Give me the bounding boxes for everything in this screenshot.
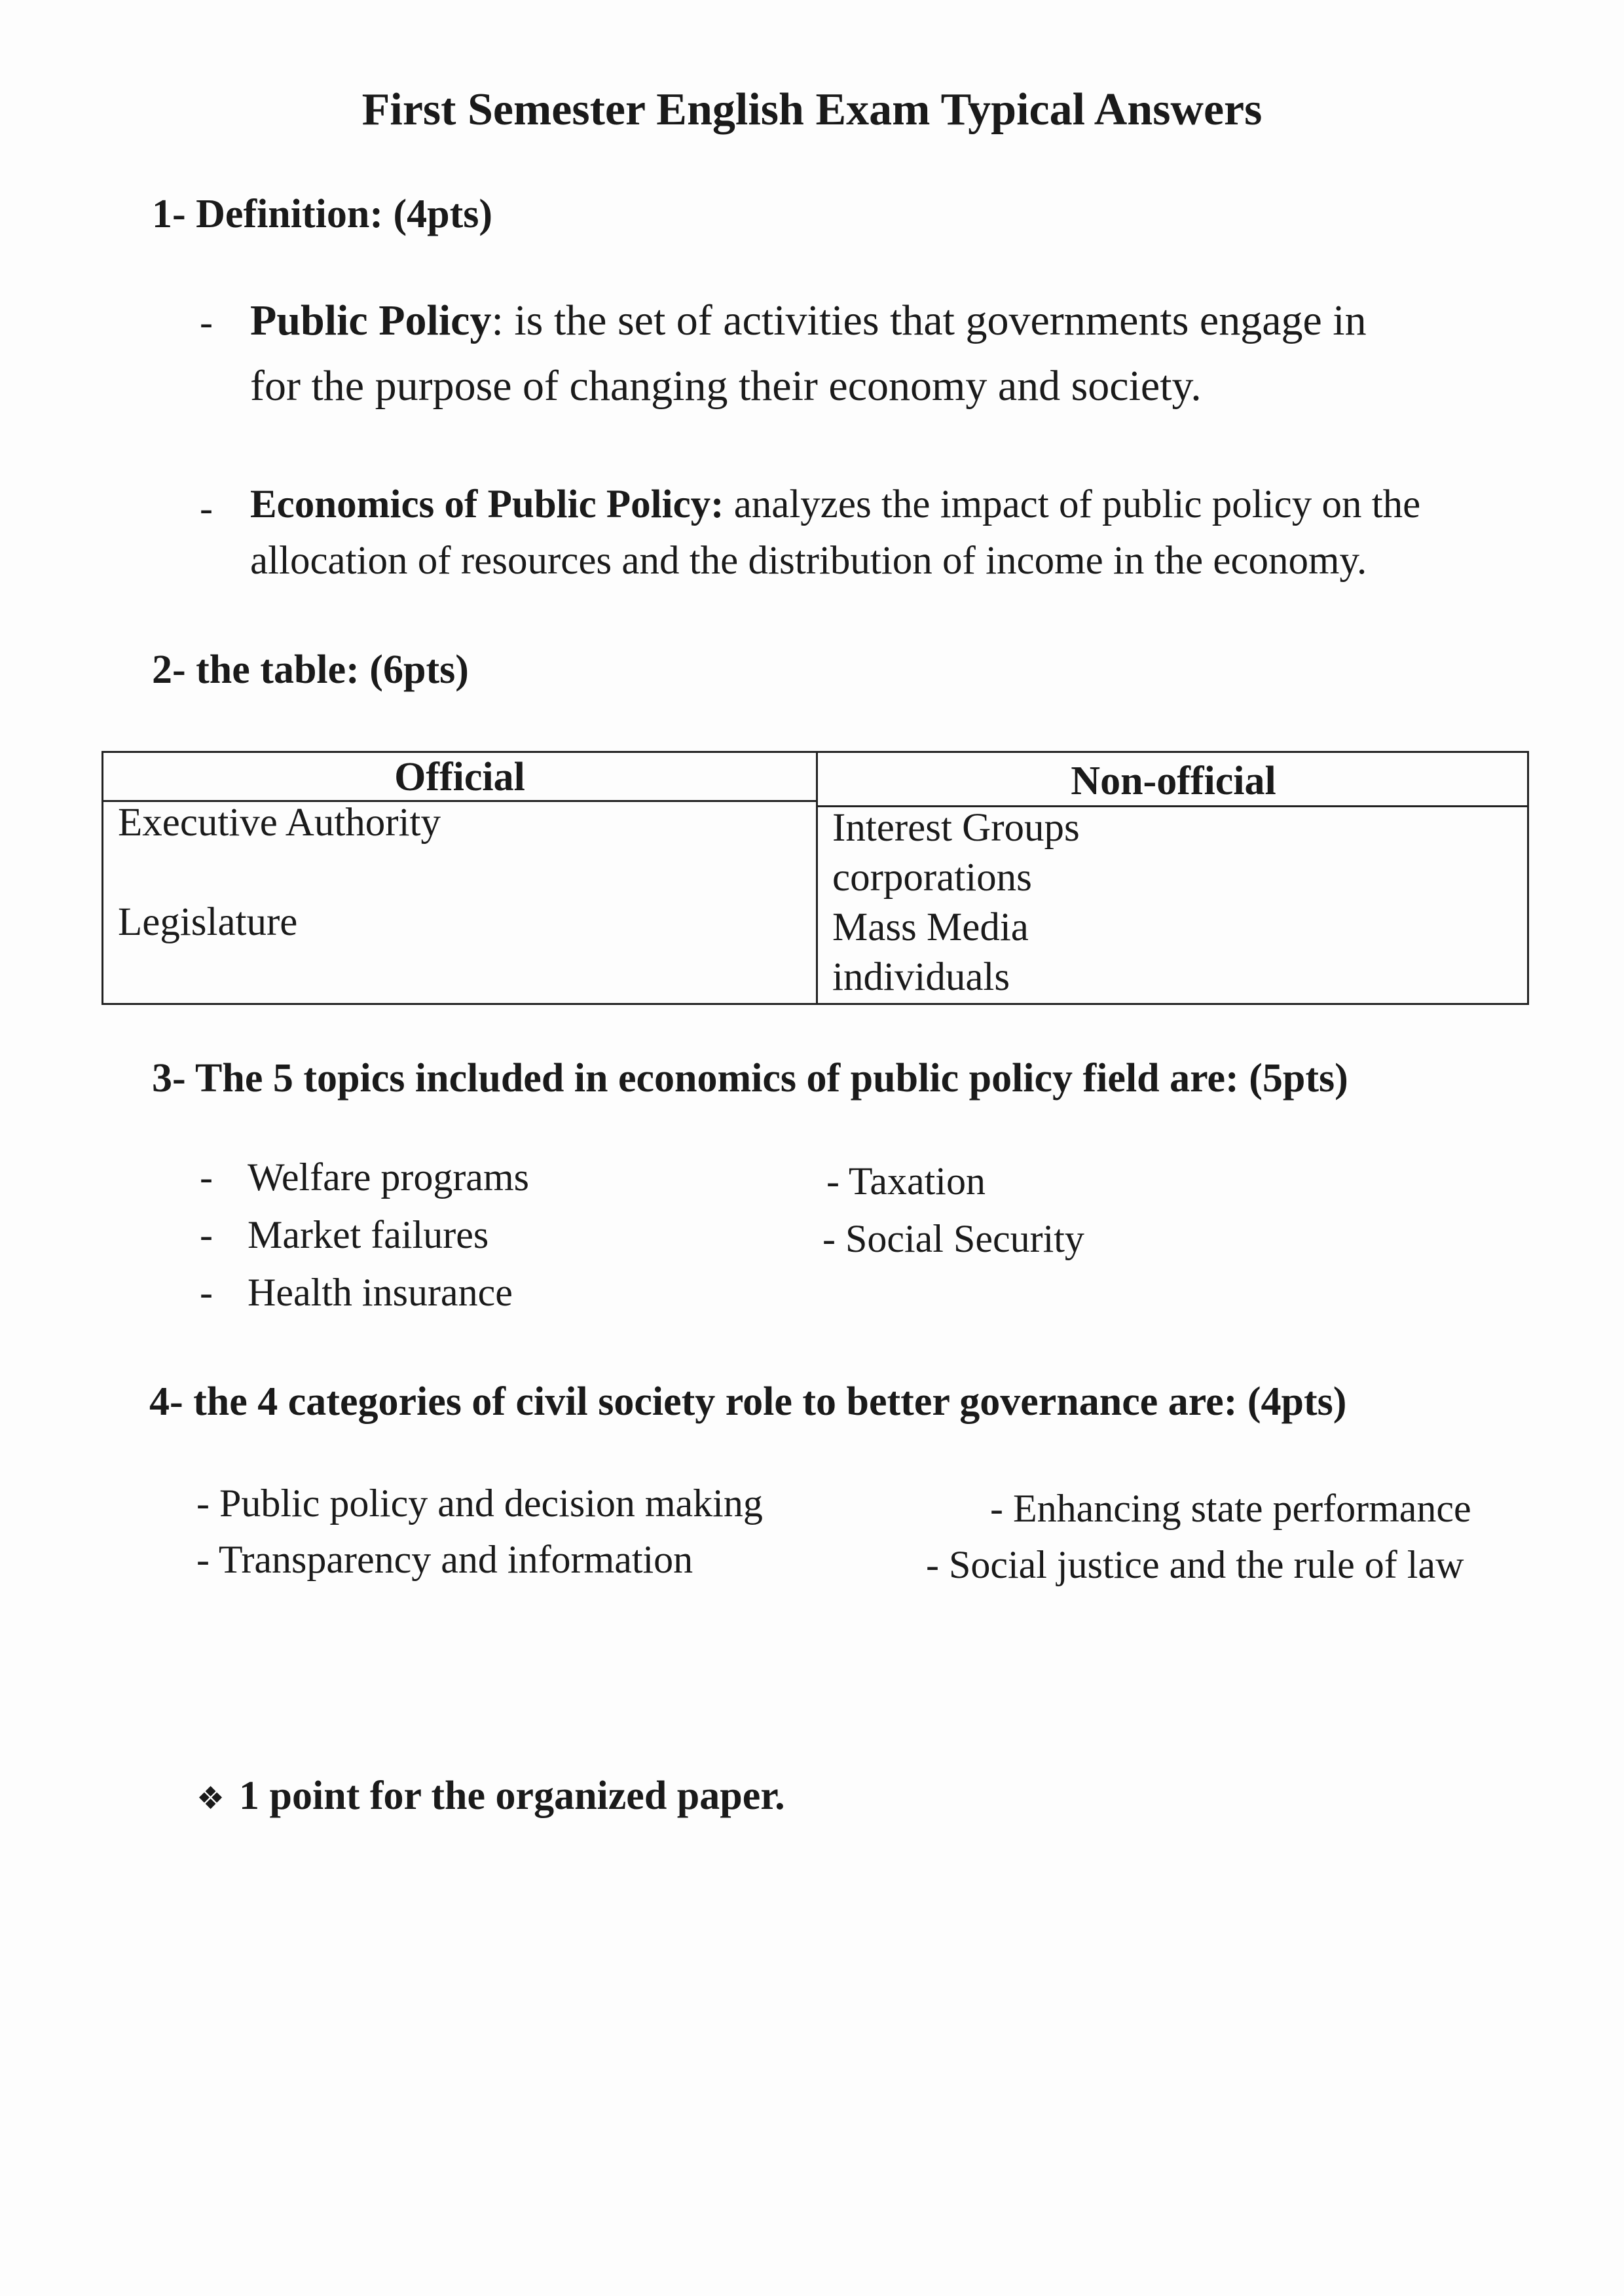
list-dash: -	[200, 1156, 213, 1199]
category-item: - Public policy and decision making	[196, 1482, 763, 1525]
definition-text: analyzes the impact of public policy on the	[724, 483, 1421, 526]
category-item: - Enhancing state performance	[990, 1487, 1471, 1530]
diamond-bullet-icon: ❖	[196, 1780, 225, 1817]
definition-term: Economics of Public Policy:	[250, 483, 724, 526]
table-cell-non-official: Interest Groups	[832, 806, 1080, 850]
list-dash: -	[200, 301, 213, 344]
topic-item: - Taxation	[826, 1159, 986, 1203]
table-header-non-official: Non-official	[1071, 759, 1276, 803]
definition-economics-line1	[250, 482, 1420, 528]
topic-item: Market failures	[248, 1213, 489, 1256]
topic-item: Welfare programs	[248, 1156, 529, 1199]
definition-text: : is the set of activities that governments engage in	[491, 297, 1367, 344]
grading-note-text: 1 point for the organized paper.	[239, 1774, 785, 1818]
table-cell-non-official: Mass Media	[832, 905, 1029, 949]
list-dash: -	[200, 1213, 213, 1256]
table-header-official: Official	[394, 755, 525, 799]
table-cell-non-official: corporations	[832, 856, 1032, 900]
topic-item: Health insurance	[248, 1271, 513, 1314]
page-title: First Semester English Exam Typical Answers	[361, 84, 1263, 135]
table-cell-official: Legislature	[118, 900, 298, 944]
topic-item: - Social Security	[822, 1217, 1084, 1260]
table-cell-non-official: individuals	[832, 955, 1010, 999]
definition-term: Public Policy	[250, 297, 492, 344]
table-cell-official: Executive Authority	[118, 801, 441, 845]
definition-public-policy-line2: for the purpose of changing their economy and society.	[250, 362, 1202, 410]
section-2-heading: 2- the table: (6pts)	[152, 647, 469, 692]
section-3-heading: 3- The 5 topics included in economics of public policy field are: (5pts)	[152, 1056, 1348, 1101]
category-item: - Social justice and the rule of law	[926, 1543, 1464, 1586]
definition-economics-line2: allocation of resources and the distribution of income in the economy.	[250, 539, 1367, 583]
list-dash: -	[200, 486, 213, 530]
section-4-heading: 4- the 4 categories of civil society role to better governance are: (4pts)	[149, 1379, 1347, 1424]
definition-public-policy-line1	[250, 296, 1367, 346]
list-dash: -	[200, 1271, 213, 1314]
section-1-heading: 1- Definition: (4pts)	[152, 192, 493, 236]
category-item: - Transparency and information	[196, 1538, 693, 1581]
roles-table	[101, 751, 1529, 1005]
grading-note	[196, 1773, 785, 1819]
